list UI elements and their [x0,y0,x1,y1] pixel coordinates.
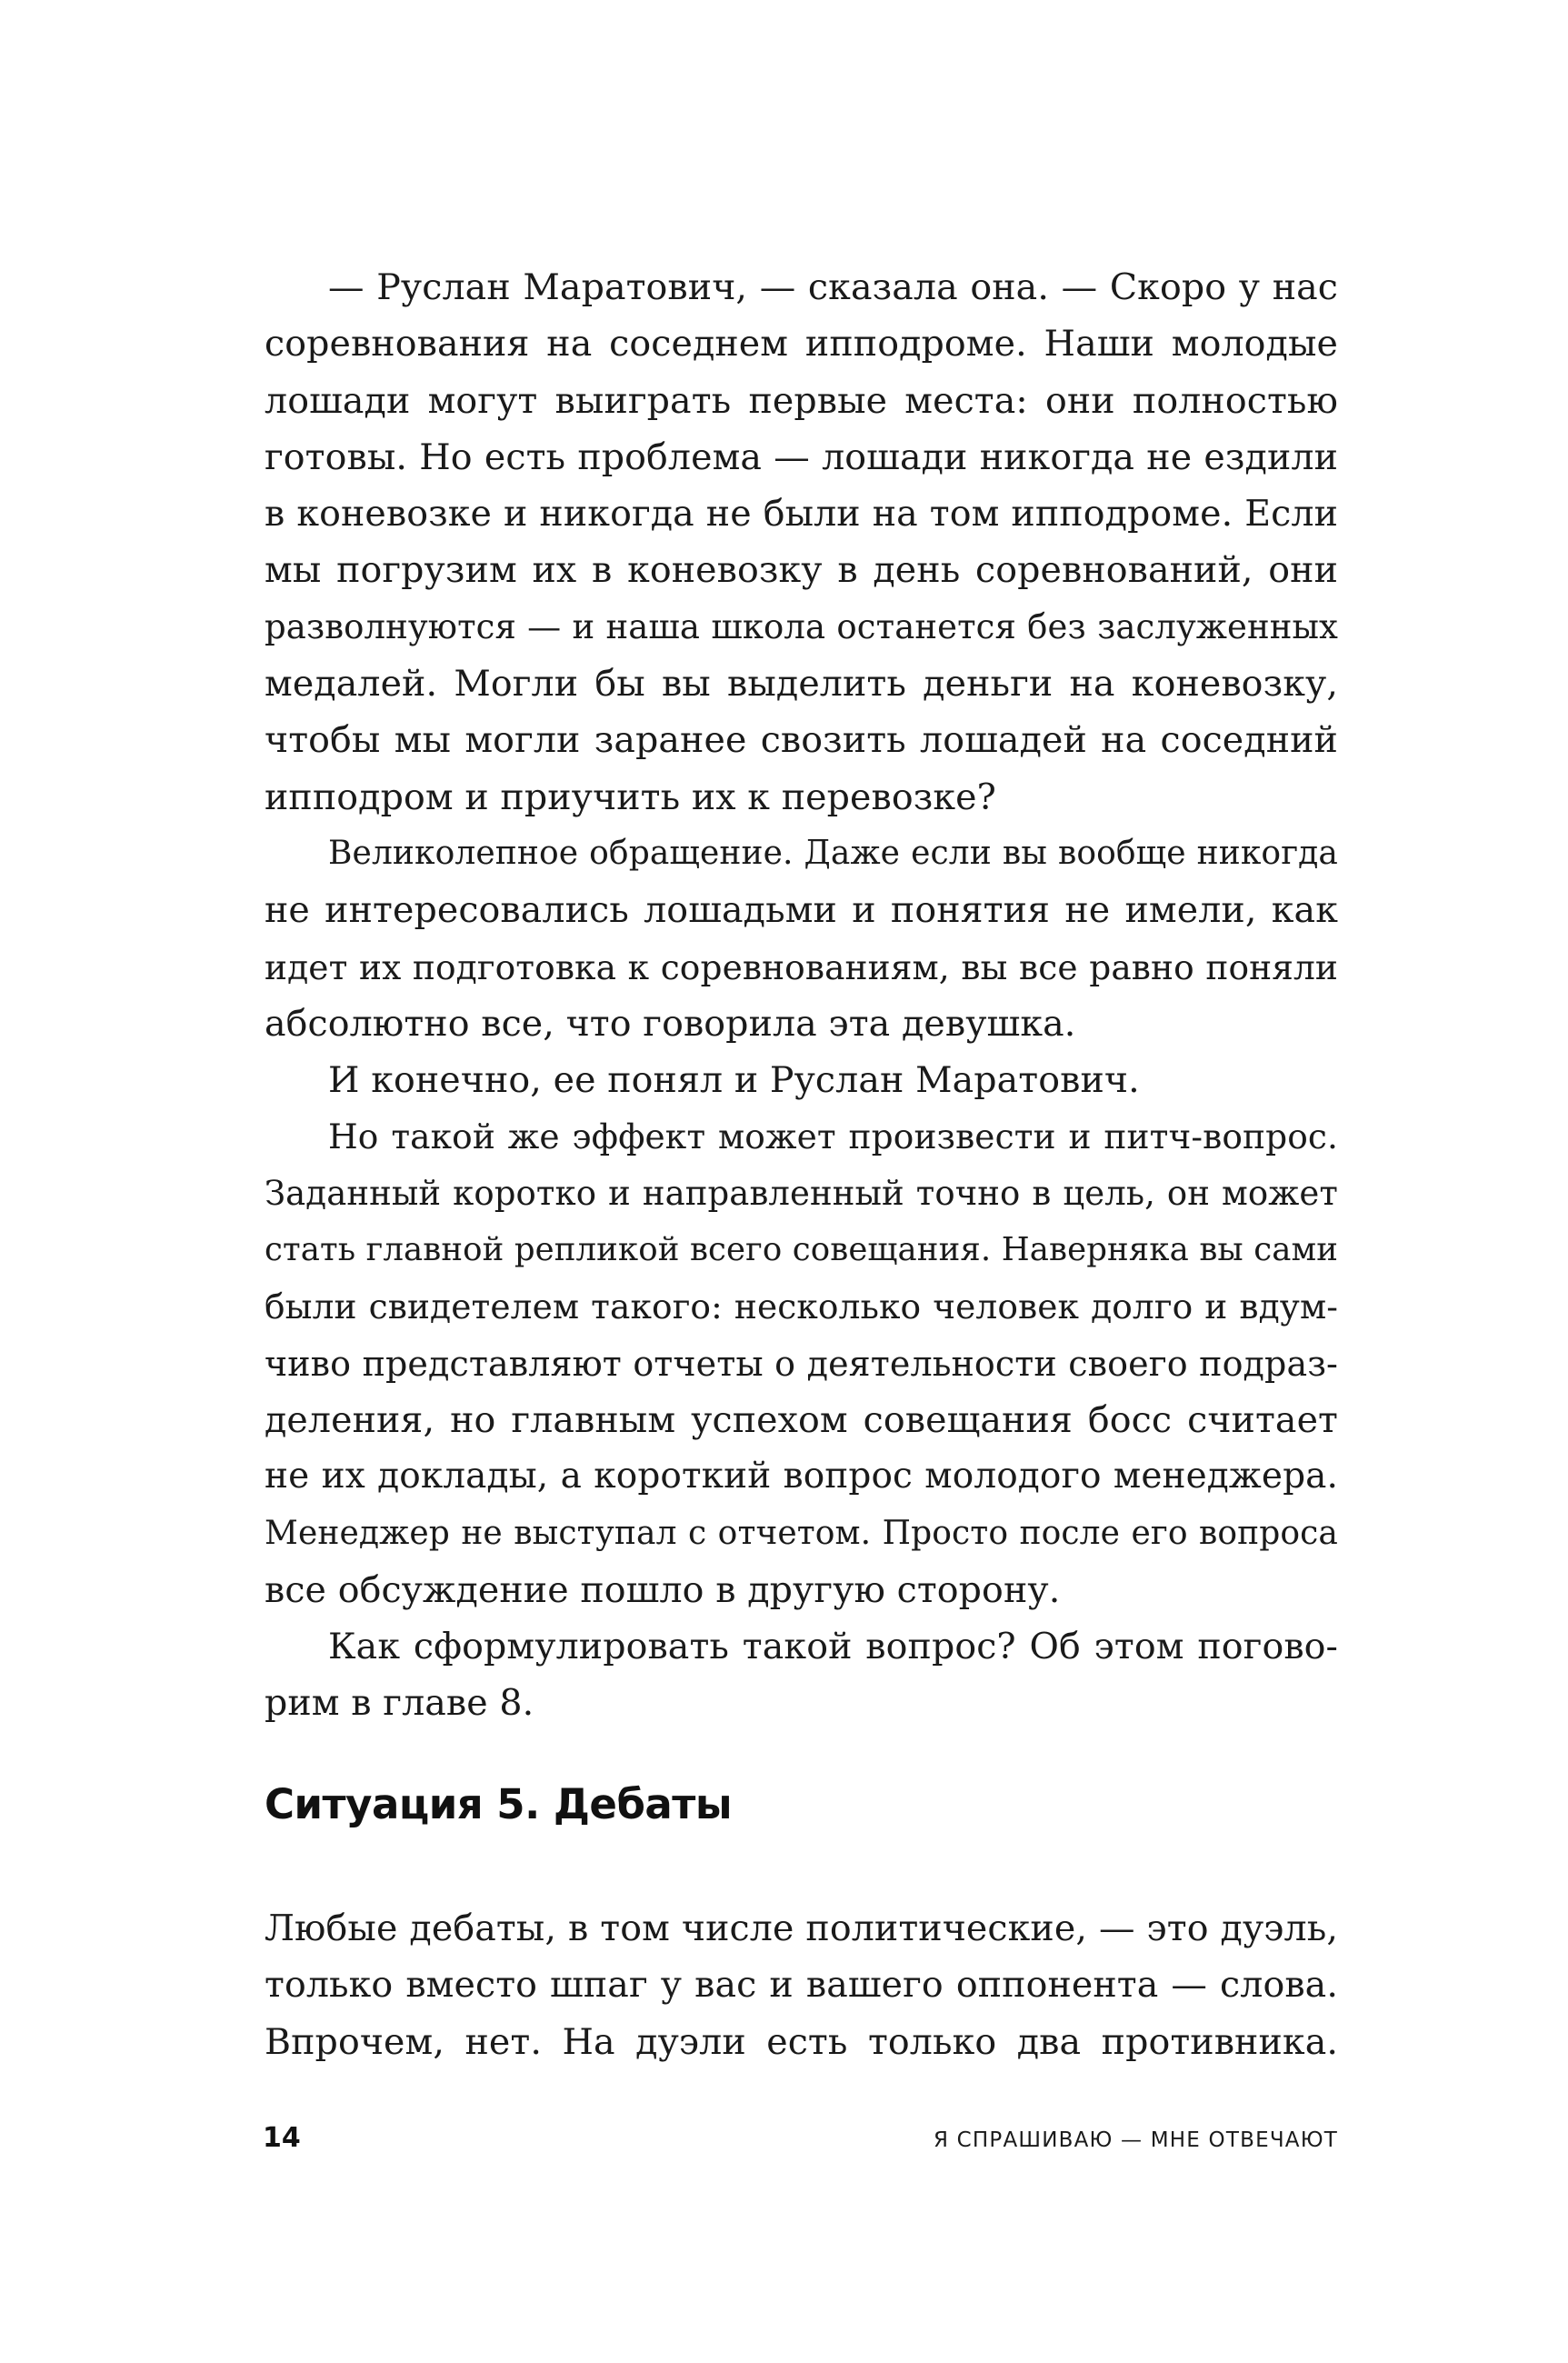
text-line: чтобы мы могли заранее свозить лошадей на соседний [265,719,1338,762]
text-line: Как сформулировать такой вопрос? Об этом погово- [328,1626,1338,1668]
text-line: идет их подготовка к соревнованиям, вы все равно поняли [265,946,1338,987]
text-line: Великолепное обращение. Даже если вы вообще никогда [328,834,1338,872]
text-line: не их доклады, а короткий вопрос молодого менеджера. [265,1456,1338,1497]
text-line: ипподром и приучить их к перевозке? [265,776,996,818]
text-line: все обсуждение пошло в другую сторону. [265,1568,1061,1611]
text-line: Любые дебаты, в том числе политические, — это дуэль, [265,1907,1338,1949]
page-number: 14 [263,2122,301,2154]
text-line: Впрочем, нет. На дуэли есть только два противника. [265,2020,1338,2063]
text-line: — Руслан Маратович, — сказала она. — Скоро у нас [328,266,1338,308]
text-line: лошади могут выиграть первые места: они полностью [265,379,1338,422]
text-line: не интересовались лошадьми и понятия не имели, как [265,889,1338,932]
text-line: чиво представляют отчеты о деятельности своего подраз- [265,1343,1338,1384]
text-line: соревнования на соседнем ипподроме. Наши молодые [265,323,1338,365]
text-line: были свидетелем такого: несколько человек долго и вдум- [265,1287,1338,1327]
section-heading: Ситуация 5. Дебаты [265,1780,733,1828]
text-line: в коневозке и никогда не были на том ипподроме. Если [265,493,1338,536]
text-line: Заданный коротко и направленный точно в цель, он может [265,1173,1338,1213]
text-line: стать главной репликой всего совещания. Наверняка вы сами [265,1231,1338,1269]
text-line: И конечно, ее понял и Руслан Маратович. [328,1059,1140,1102]
text-line: рим в главе 8. [265,1682,534,1725]
running-footer-title: Я СПРАШИВАЮ — МНЕ ОТВЕЧАЮТ [933,2128,1338,2152]
text-line: готовы. Но есть проблема — лошади никогда не ездили [265,436,1338,478]
text-line: медалей. Могли бы вы выделить деньги на коневозку, [265,663,1338,706]
text-line: деления, но главным успехом совещания босс считает [265,1398,1338,1441]
text-line: Менеджер не выступал с отчетом. Просто после его вопроса [265,1514,1338,1552]
text-line: мы погрузим их в коневозку в день соревнований, они [265,549,1338,592]
main-text-block [265,259,1338,1732]
text-line: абсолютно все, что говорила эта девушка. [265,1002,1076,1045]
text-line: только вместо шпаг у вас и вашего оппонента — слова. [265,1964,1338,2007]
section-text-block [265,1900,1338,2070]
text-line: разволнуются — и наша школа останется без заслуженных [265,606,1338,646]
text-line: Но такой же эффект может произвести и питч-вопрос. [328,1116,1338,1157]
